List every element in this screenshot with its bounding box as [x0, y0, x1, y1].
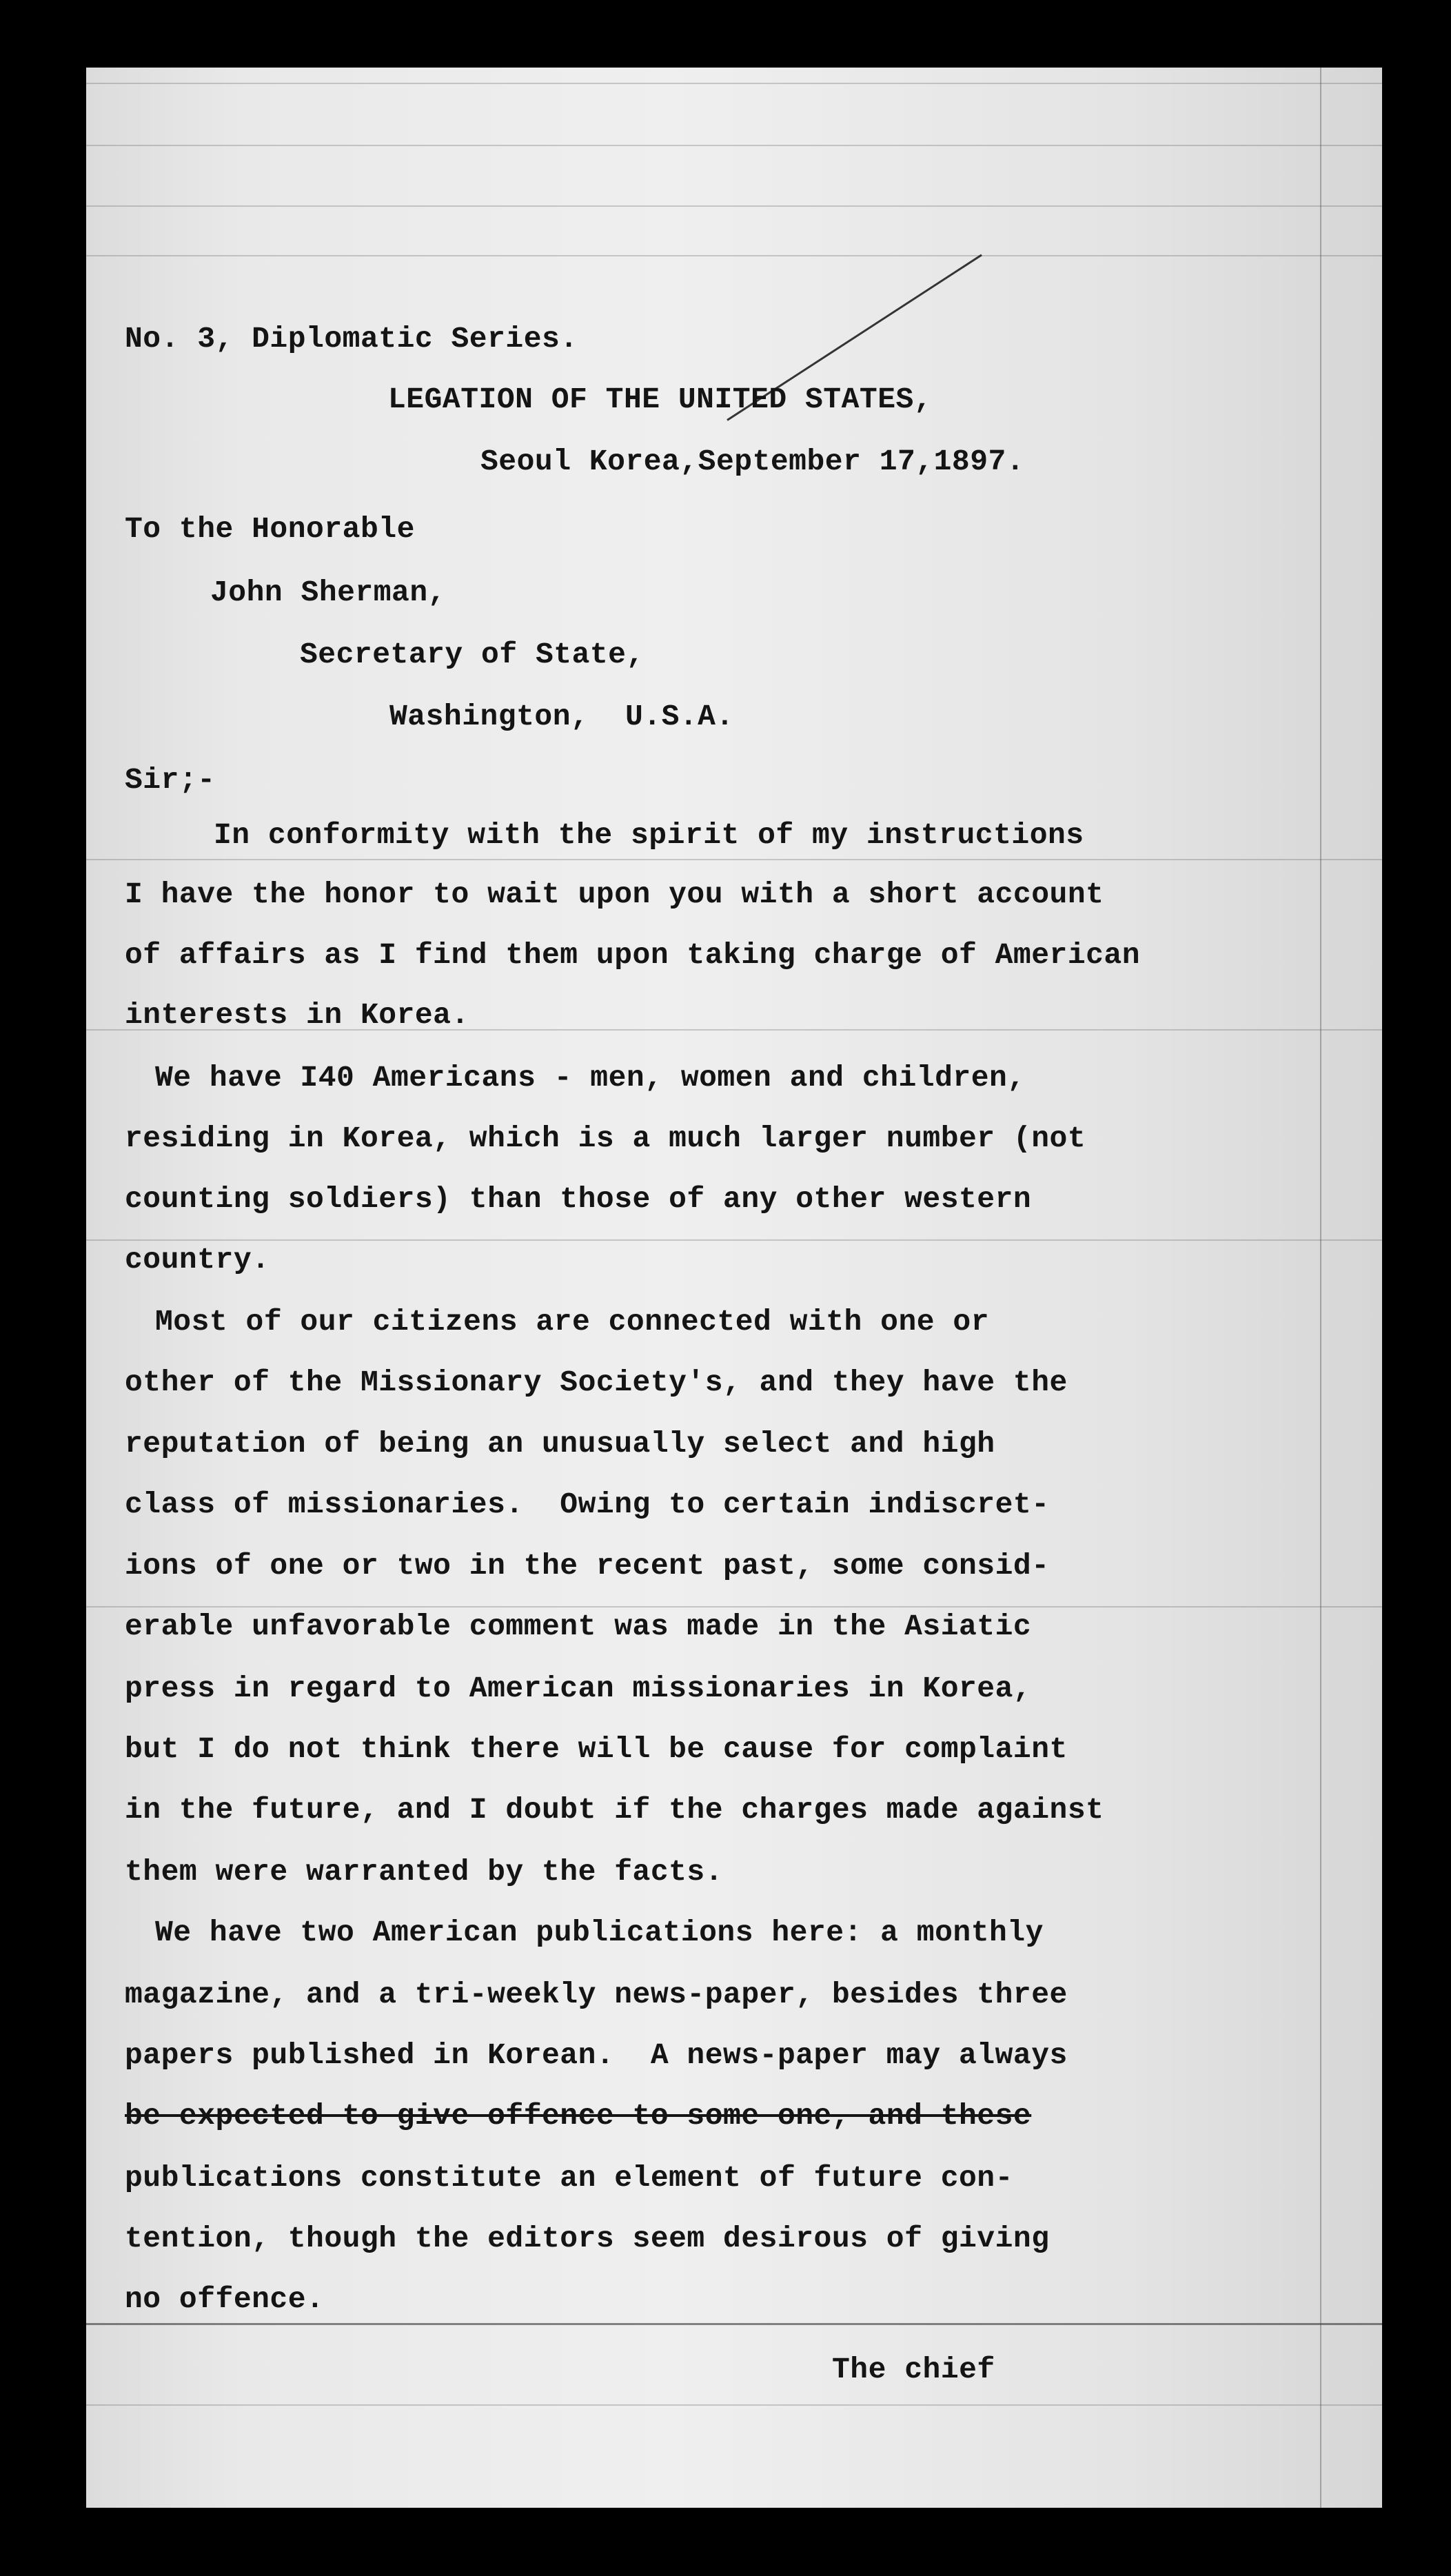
body-line: reputation of being an unusually select and high — [125, 1427, 995, 1461]
body-line: I have the honor to wait upon you with a short account — [125, 878, 1104, 911]
body-line: class of missionaries. Owing to certain indiscret- — [125, 1488, 1050, 1521]
ruled-line — [86, 255, 1382, 256]
address-to: To the Honorable — [125, 512, 415, 546]
ruled-line — [86, 859, 1382, 860]
ruled-line — [86, 2323, 1382, 2325]
body-line: We have two American publications here: a monthly — [155, 1916, 1044, 1949]
ruled-line — [86, 83, 1382, 84]
body-line: country. — [125, 1243, 270, 1277]
body-line: We have I40 Americans - men, women and children, — [155, 1061, 1026, 1095]
body-line-struck: be expected to give offence to some one, and these — [125, 2099, 1032, 2133]
series-line: No. 3, Diplomatic Series. — [125, 322, 578, 356]
body-line: but I do not think there will be cause for complaint — [125, 1732, 1068, 1766]
body-line: magazine, and a tri-weekly news-paper, besides three — [125, 1978, 1068, 2011]
salutation: Sir;- — [125, 763, 216, 797]
catchword: The chief — [832, 2353, 995, 2386]
ruled-line — [86, 1239, 1382, 1241]
ruled-line — [86, 2404, 1382, 2406]
film-edge-line — [1320, 68, 1321, 2508]
body-line: publications constitute an element of future con- — [125, 2161, 1013, 2195]
body-line: other of the Missionary Society's, and they have the — [125, 1366, 1068, 1399]
place-date-line: Seoul Korea,September 17,1897. — [480, 445, 1025, 478]
body-line: Most of our citizens are connected with one or — [155, 1305, 989, 1339]
legation-heading: LEGATION OF THE UNITED STATES, — [388, 383, 933, 416]
body-line: counting soldiers) than those of any other western — [125, 1182, 1032, 1216]
body-line: residing in Korea, which is a much larger number (not — [125, 1122, 1086, 1155]
body-line: no offence. — [125, 2282, 325, 2316]
body-line: them were warranted by the facts. — [125, 1855, 724, 1889]
body-line: of affairs as I find them upon taking charge of American — [125, 938, 1141, 972]
body-line: interests in Korea. — [125, 998, 469, 1032]
body-line: press in regard to American missionaries in Korea, — [125, 1672, 1032, 1705]
body-line: papers published in Korean. A news-paper may always — [125, 2038, 1068, 2072]
body-line: ions of one or two in the recent past, some consid- — [125, 1549, 1050, 1583]
address-name: John Sherman, — [210, 576, 446, 609]
ruled-line — [86, 145, 1382, 146]
body-line: erable unfavorable comment was made in the Asiatic — [125, 1610, 1032, 1643]
address-title: Secretary of State, — [300, 638, 645, 671]
document-page — [86, 68, 1382, 2508]
body-line: in the future, and I doubt if the charges made against — [125, 1793, 1104, 1827]
address-location: Washington, U.S.A. — [389, 700, 734, 733]
ruled-line — [86, 205, 1382, 207]
ruled-line — [86, 1606, 1382, 1608]
body-line: tention, though the editors seem desirous of giving — [125, 2222, 1050, 2255]
body-line: In conformity with the spirit of my instructions — [214, 818, 1084, 852]
